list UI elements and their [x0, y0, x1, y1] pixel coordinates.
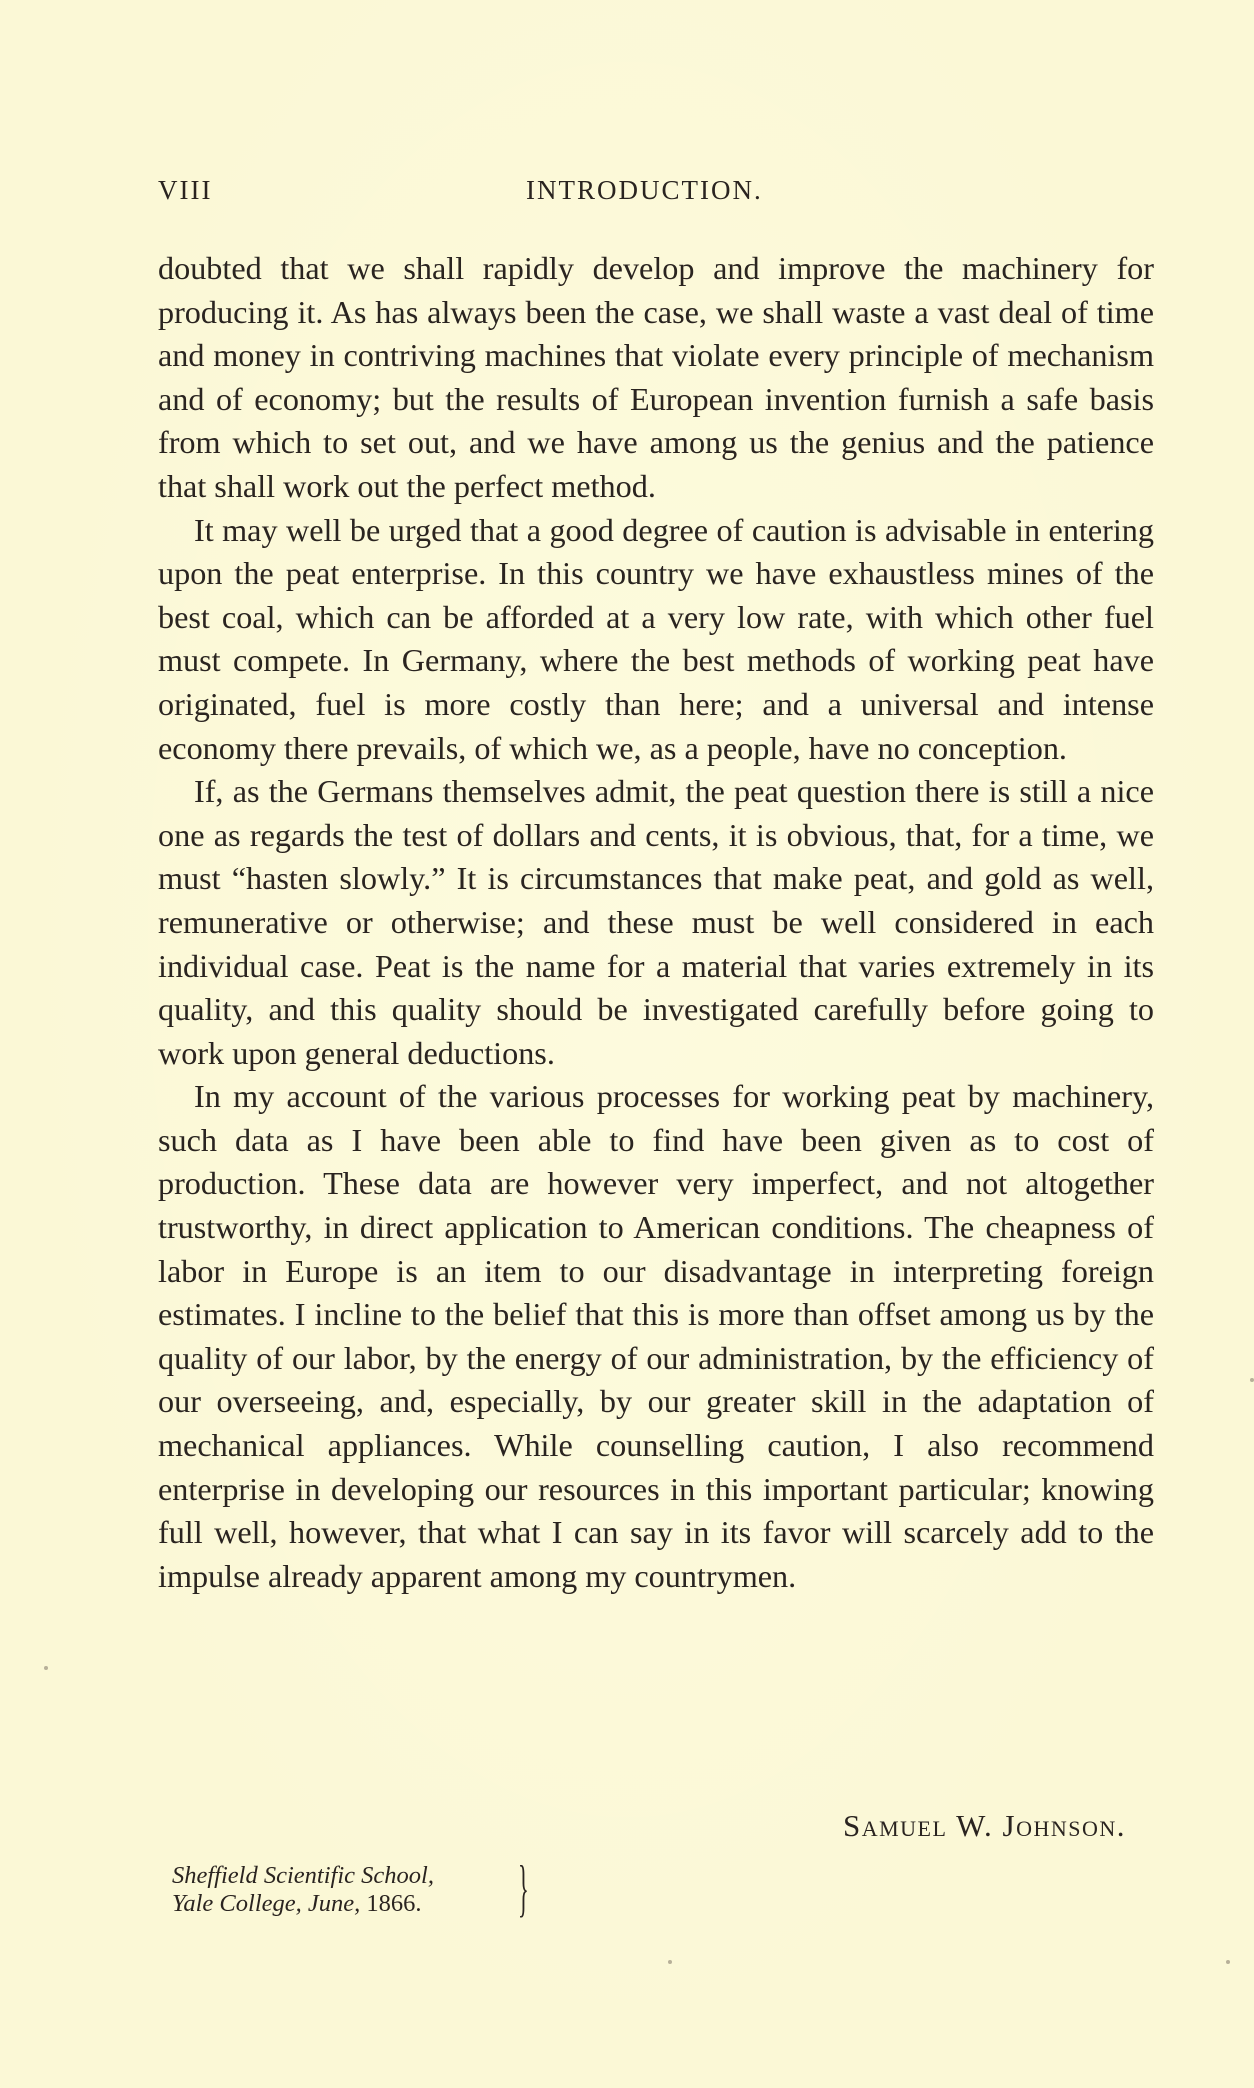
- paragraph-3: If, as the Germans themselves admit, the peat question there is still a nice one as regards the test of dollars and cents, it is obvious, that, for a time, we must “hasten slowly.” It is circumstances that make peat, and gold as well, remunerative or otherwise; and these must be well considered in each individual case. Peat is the name for a material that varies extremely in its quality, and this quality should be investigated carefully before going to work upon general deductions.: [158, 773, 1154, 1071]
- brace-icon: }: [518, 1852, 529, 1923]
- author-signature: Samuel W. Johnson.: [842, 1808, 1126, 1843]
- running-head-title: INTRODUCTION.: [526, 175, 763, 205]
- paragraph-2: It may well be urged that a good degree of caution is advisable in entering upon the peat enterprise. In this country we have exhaustless mines of the best coal, which can be afforded at a very low rate, with which other fuel must compete. In Germany, where the best methods of working peat have originated, fuel is more costly than here; and a universal and intense economy there prevails, of which we, as a people, have no conception.: [158, 511, 1154, 766]
- body-text: [158, 247, 1154, 1598]
- page-number: VIII: [158, 175, 213, 205]
- paper-speck: [44, 1666, 48, 1670]
- dateline-institution: Sheffield Scientific School,: [172, 1862, 434, 1889]
- dateline-year: 1866.: [366, 1890, 422, 1917]
- paper-speck: [668, 1960, 672, 1964]
- paper-speck: [1226, 1960, 1230, 1964]
- running-head: [158, 175, 1154, 215]
- paragraph-1: doubted that we shall rapidly develop and improve the machinery for producing it. As has always been the case, we shall waste a vast deal of time and money in contriving machines that violate every principle of mechanism and of economy; but the results of European invention furnish a safe basis from which to set out, and we have among us the genius and the patience that shall work out the perfect method.: [158, 250, 1154, 504]
- dateline-place-date: [172, 1890, 434, 1918]
- paragraph-4: In my account of the various processes for working peat by machinery, such data as I have been able to find have been given as to cost of production. These data are however very imperfect, and not altogether trustworthy, in direct application to American conditions. The cheapness of labor in Europe is an item to our disadvantage in interpreting foreign estimates. I incline to the belief that this is more than offset among us by the quality of our labor, by the energy of our administration, by the efficiency of our overseeing, and, especially, by our greater skill in the adaptation of mechanical appliances. While counselling caution, I also recommend enterprise in developing our resources in this important particular; knowing full well, however, that what I can say in its favor will scarcely add to the impulse already apparent among my countrymen.: [158, 1078, 1154, 1594]
- dateline-college-month: Yale College, June,: [172, 1890, 361, 1917]
- dateline: [172, 1862, 434, 1918]
- paper-speck: [1250, 1378, 1254, 1382]
